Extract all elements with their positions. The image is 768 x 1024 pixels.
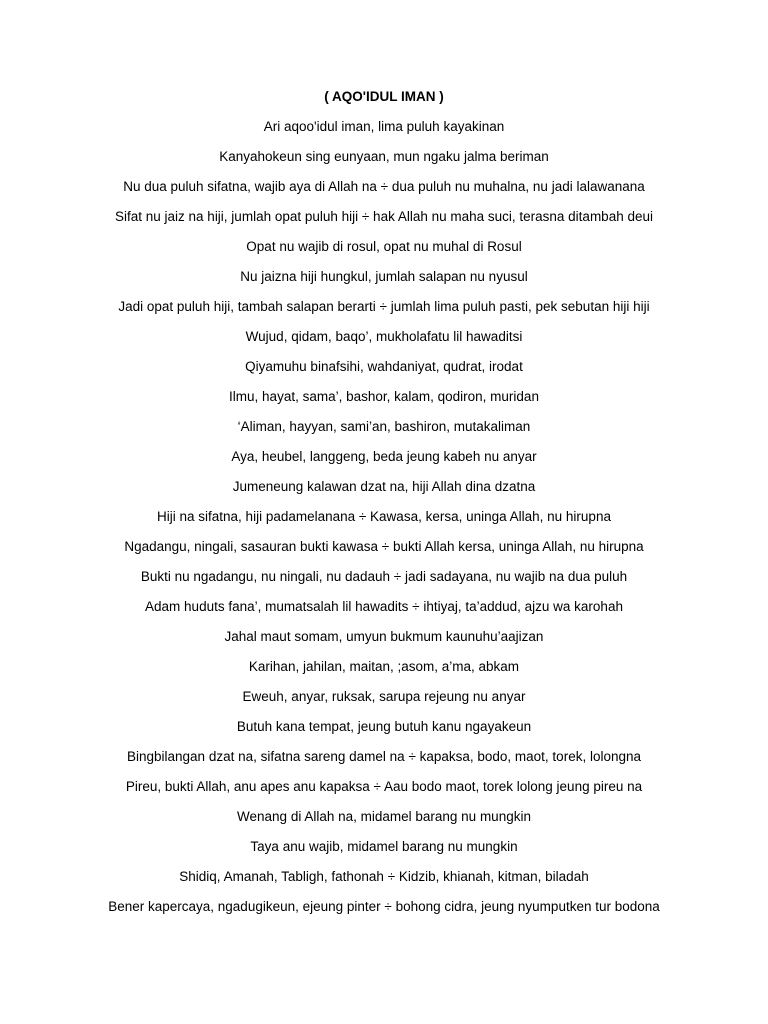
text-line: Kanyahokeun sing eunyaan, mun ngaku jalma beriman	[219, 149, 549, 164]
text-line: Wenang di Allah na, midamel barang nu mungkin	[237, 809, 531, 824]
text-line: Shidiq, Amanah, Tabligh, fathonah ÷ Kidzib, khianah, kitman, biladah	[179, 869, 589, 884]
text-line: Karihan, jahilan, maitan, ;asom, a’ma, abkam	[248, 659, 520, 674]
text-line: Opat nu wajib di rosul, opat nu muhal di Rosul	[246, 239, 522, 254]
text-line: Jahal maut somam, umyun bukmum kaunuhu’aajizan	[224, 629, 544, 644]
text-line: Jadi opat puluh hiji, tambah salapan berarti ÷ jumlah lima puluh pasti, pek sebutan hiji hiji	[118, 299, 650, 314]
text-line: Qiyamuhu binafsihi, wahdaniyat, qudrat, irodat	[245, 359, 523, 374]
text-line: Bukti nu ngadangu, nu ningali, nu dadauh ÷ jadi sadayana, nu wajib na dua puluh	[140, 569, 628, 584]
text-line: Bener kapercaya, ngadugikeun, ejeung pinter ÷ bohong cidra, jeung nyumputken tur bodona	[108, 899, 660, 914]
text-line: Sifat nu jaiz na hiji, jumlah opat puluh hiji ÷ hak Allah nu maha suci, terasna ditambah deui	[115, 209, 653, 224]
text-line: Ngadangu, ningali, sasauran bukti kawasa ÷ bukti Allah kersa, uninga Allah, nu hirupna	[124, 539, 644, 554]
text-line: ‘Aliman, hayyan, sami’an, bashiron, mutakaliman	[237, 419, 531, 434]
text-line: Nu jaizna hiji hungkul, jumlah salapan nu nyusul	[240, 269, 528, 284]
document-body	[0, 84, 768, 924]
text-line: Jumeneung kalawan dzat na, hiji Allah dina dzatna	[232, 479, 536, 494]
text-line: Eweuh, anyar, ruksak, sarupa rejeung nu anyar	[242, 689, 526, 704]
text-line: Ilmu, hayat, sama’, bashor, kalam, qodiron, muridan	[229, 389, 539, 404]
text-line: Ari aqoo'idul iman, lima puluh kayakinan	[263, 119, 505, 134]
text-line: Aya, heubel, langgeng, beda jeung kabeh nu anyar	[231, 449, 537, 464]
text-line: Butuh kana tempat, jeung butuh kanu ngayakeun	[236, 719, 532, 734]
text-line: Adam huduts fana’, mumatsalah lil hawadits ÷ ihtiyaj, ta’addud, ajzu wa karohah	[145, 599, 623, 614]
document-title: ( AQO'IDUL IMAN )	[324, 89, 444, 104]
text-line: Bingbilangan dzat na, sifatna sareng damel na ÷ kapaksa, bodo, maot, torek, lolongna	[127, 749, 641, 764]
text-line: Wujud, qidam, baqo’, mukholafatu lil hawaditsi	[245, 329, 523, 344]
text-line: Taya anu wajib, midamel barang nu mungkin	[250, 839, 518, 854]
text-line: Pireu, bukti Allah, anu apes anu kapaksa ÷ Aau bodo maot, torek lolong jeung pireu na	[125, 779, 643, 794]
text-line: Nu dua puluh sifatna, wajib aya di Allah na ÷ dua puluh nu muhalna, nu jadi lalawanana	[123, 179, 645, 194]
text-line: Hiji na sifatna, hiji padamelanana ÷ Kawasa, kersa, uninga Allah, nu hirupna	[157, 509, 611, 524]
